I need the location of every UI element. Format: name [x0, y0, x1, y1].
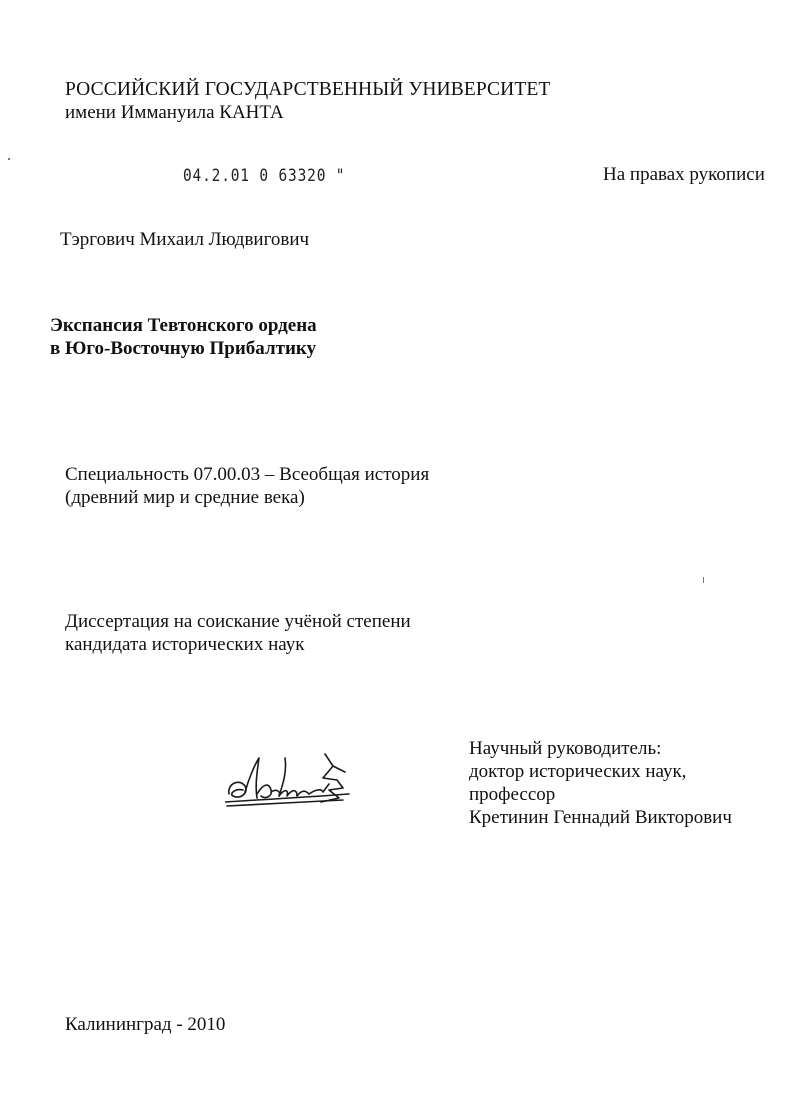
- scan-speck: [703, 577, 704, 583]
- supervisor-name: Кретинин Геннадий Викторович: [469, 807, 732, 828]
- city-year: Калининград - 2010: [65, 1014, 226, 1035]
- supervisor-label: Научный руководитель:: [469, 738, 662, 759]
- supervisor-degree: доктор исторических наук,: [469, 761, 687, 782]
- registry-stamp: 04.2.01 0 63320 ": [183, 166, 346, 186]
- rights-note: На правах рукописи: [603, 164, 765, 185]
- dissertation-title-line-1: Экспансия Тевтонского ордена: [50, 315, 317, 336]
- author-signature: [225, 748, 355, 816]
- author-name: Тэргович Михаил Людвигович: [60, 229, 310, 250]
- dissertation-degree-line-2: кандидата исторических наук: [65, 634, 305, 655]
- university-name: РОССИЙСКИЙ ГОСУДАРСТВЕННЫЙ УНИВЕРСИТЕТ: [65, 79, 551, 100]
- dissertation-degree-line-1: Диссертация на соискание учёной степени: [65, 611, 411, 632]
- scan-speck: [8, 158, 10, 160]
- university-named-after: имени Иммануила КАНТА: [65, 102, 284, 123]
- specialty-line-2: (древний мир и средние века): [65, 487, 305, 508]
- supervisor-rank: профессор: [469, 784, 556, 805]
- specialty-line-1: Специальность 07.00.03 – Всеобщая история: [65, 464, 430, 485]
- dissertation-title-line-2: в Юго-Восточную Прибалтику: [50, 338, 317, 359]
